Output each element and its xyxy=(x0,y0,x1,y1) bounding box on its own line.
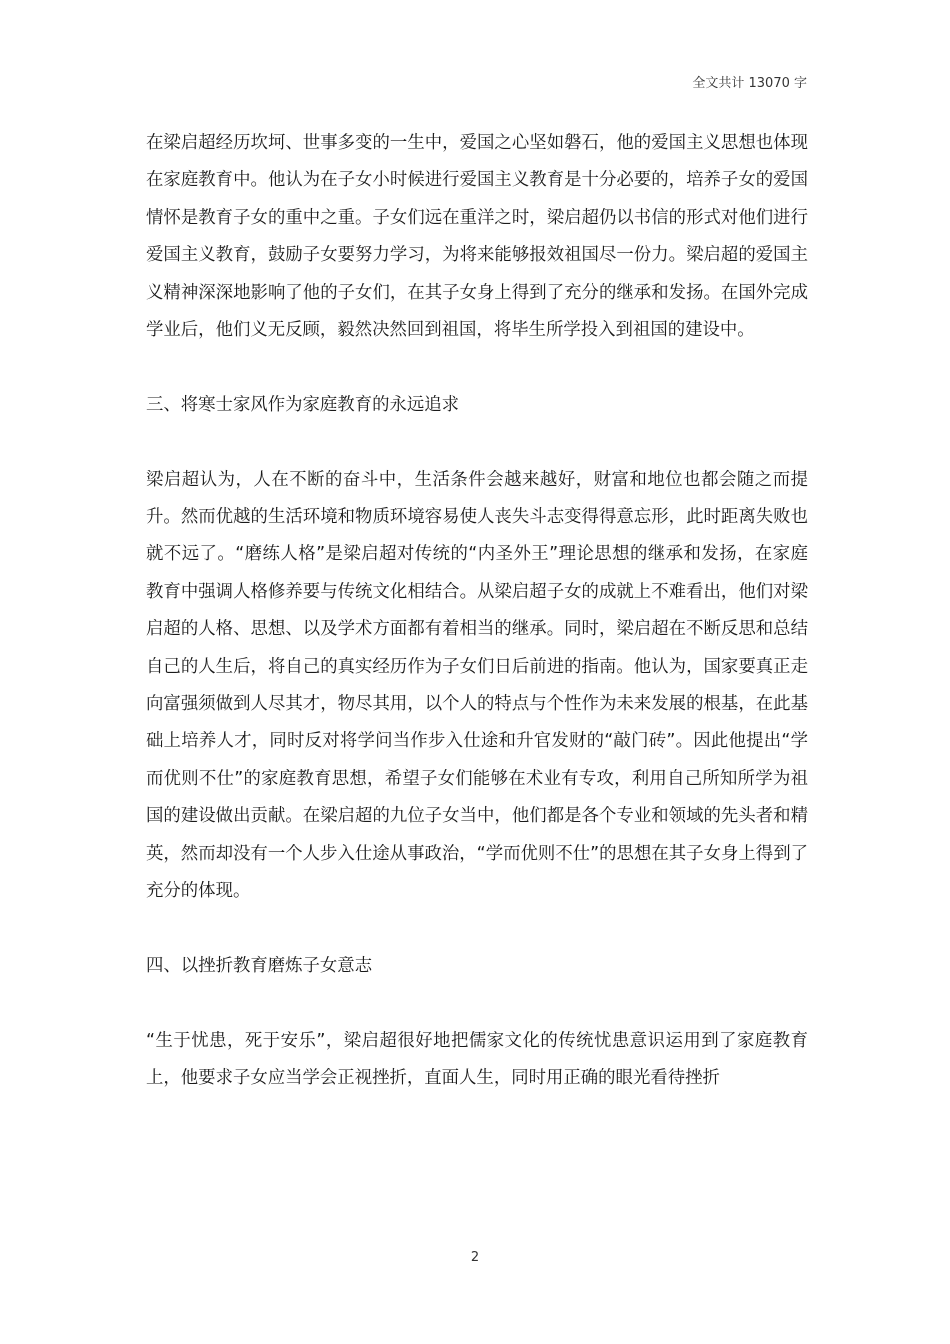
paragraph-spacer xyxy=(146,349,808,386)
section-heading: 四、以挫折教育磨炼子女意志 xyxy=(146,955,373,976)
body-paragraph: 梁启超认为，人在不断的奋斗中，生活条件会越来越好，财富和地位也都会随之而提升。然而优越的生活环境和物质环境容易使人丧失斗志变得得意忘形，此时距离失败也就不远了。“磨练人格”是梁启超对传统的“内圣外王”理论思想的继承和发扬，在家庭教育中强调人格修养要与传统文化相结合。从梁启超子女的成就上不难看出，他们对梁启超的人格、思想、以及学术方面都有着相当的继承。同时，梁启超在不断反思和总结自己的人生后，将自己的真实经历作为子女们日后前进的指南。他认为，国家要真正走向富强须做到人尽其才，物尽其用，以个人的特点与个性作为未来发展的根基，在此基础上培养人才，同时反对将学问当作步入仕途和升官发财的“敲门砖”。因此他提出“学而优则不仕”的家庭教育思想，希望子女们能够在术业有专攻，利用自己所知所学为祖国的建设做出贡献。在梁启超的九位子女当中，他们都是各个专业和领域的先头者和精英，然而却没有一个人步入仕途从事政治，“学而优则不仕”的思想在其子女身上得到了充分的体现。 xyxy=(146,469,808,902)
body-paragraph: 在梁启超经历坎坷、世事多变的一生中，爱国之心坚如磐石，他的爱国主义思想也体现在家庭教育中。他认为在子女小时候进行爱国主义教育是十分必要的，培养子女的爱国情怀是教育子女的重中之重。子女们远在重洋之时，梁启超仍以书信的形式对他们进行爱国主义教育，鼓励子女要努力学习，为将来能够报效祖国尽一份力。梁启超的爱国主义精神深深地影响了他的子女们，在其子女身上得到了充分的继承和发扬。在国外完成学业后，他们义无反顾，毅然决然回到祖国，将毕生所学投入到祖国的建设中。 xyxy=(146,133,808,341)
section-heading: 三、将寒士家风作为家庭教育的永远追求 xyxy=(146,394,460,415)
paragraph-spacer xyxy=(146,911,808,948)
body-paragraph: “生于忧患，死于安乐”，梁启超很好地把儒家文化的传统忧患意识运用到了家庭教育上，他要求子女应当学会正视挫折，直面人生，同时用正确的眼光看待挫折 xyxy=(146,1030,808,1089)
paragraph-spacer xyxy=(146,985,808,1022)
page-number: 2 xyxy=(470,1250,480,1265)
paragraph-spacer xyxy=(146,424,808,461)
word-count-note: 全文共计 13070 字 xyxy=(692,76,807,91)
document-body xyxy=(146,125,808,1098)
